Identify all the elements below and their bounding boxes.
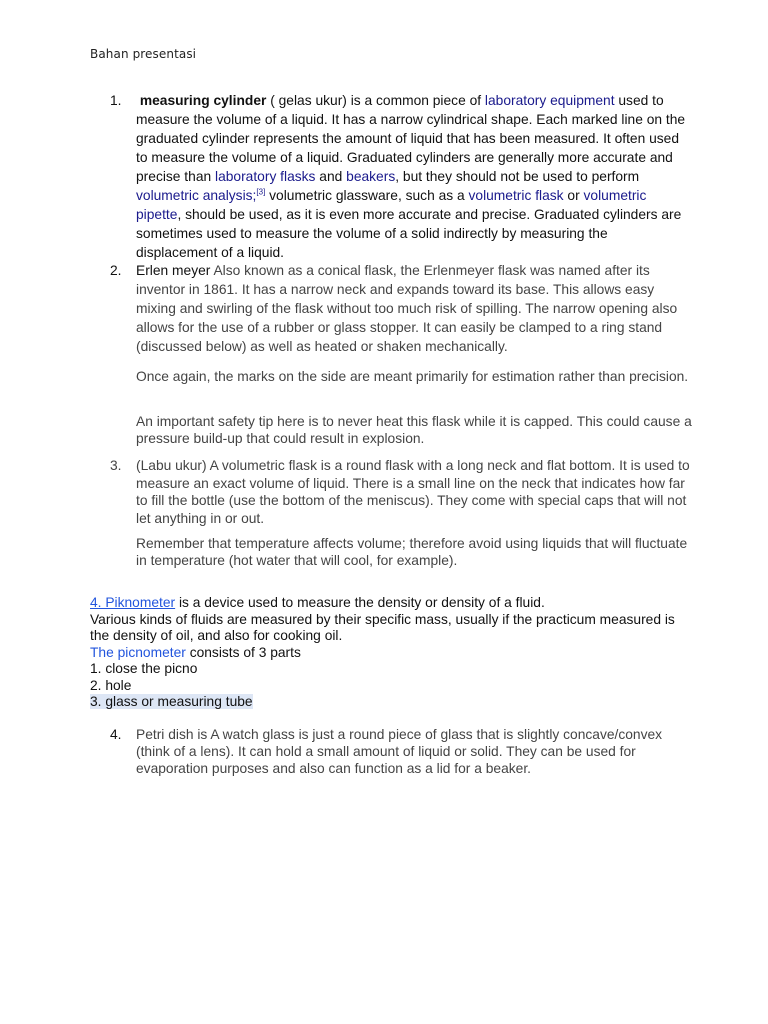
list-item-measuring-cylinder bbox=[110, 91, 690, 262]
item-body bbox=[136, 261, 690, 356]
item-text: is a device used to measure the density or density of a fluid. bbox=[175, 595, 545, 610]
item-text: , should be used, as it is even more accurate and precise. Graduated cylinders are sometimes used to measure the volume of a solid indirectly by measuring the displacement of a liquid. bbox=[136, 207, 682, 260]
link-volumetric-pipette[interactable]: volumetric pipette bbox=[136, 188, 647, 222]
item-body bbox=[136, 91, 690, 262]
list-item: 1. close the picno bbox=[90, 661, 198, 676]
highlighted-text: 3. glass or measuring tube bbox=[90, 694, 253, 709]
item-text: ; bbox=[252, 188, 257, 203]
item-text: consists of 3 parts bbox=[185, 644, 301, 660]
pikno-line-3 bbox=[90, 645, 690, 662]
pikno-line-1 bbox=[90, 595, 690, 612]
item-text: and bbox=[315, 169, 347, 184]
piknometer-section bbox=[90, 595, 690, 711]
item-number: 2. bbox=[110, 263, 122, 278]
item-text: used to measure the volume of a liquid. It has a narrow cylindrical shape. Each marked line on the graduated cylinder represents the amount of liquid that has been measured. It often used to measure the volume of a liquid. Graduated cylinders are generally more accurate and precise than bbox=[136, 93, 686, 184]
item-number: 4. bbox=[110, 727, 122, 742]
item-title: Erlen meyer bbox=[136, 263, 211, 278]
link-volumetric-analysis[interactable]: volumetric analysis bbox=[136, 188, 253, 203]
link-volumetric-flask[interactable]: volumetric flask bbox=[468, 188, 564, 203]
item-number: 3. bbox=[110, 458, 122, 473]
link-picnometer[interactable]: The picnometer bbox=[90, 644, 186, 660]
citation-link[interactable]: [3] bbox=[256, 187, 266, 197]
item-text: ( gelas ukur) is a common piece of bbox=[266, 93, 485, 108]
list-item-volumetric-flask bbox=[110, 457, 690, 527]
item-text: or bbox=[563, 188, 584, 203]
paragraph: Once again, the marks on the side are meant primarily for estimation rather than precision. bbox=[136, 369, 689, 384]
item-text: Petri dish is A watch glass is just a round piece of glass that is slightly concave/convex (think of a lens). It can hold a small amount of liquid or solid. They can be used for evaporation purposes and also can function as a lid for a beaker. bbox=[136, 727, 663, 776]
list-item-erlenmeyer bbox=[110, 261, 690, 356]
list-item: 2. hole bbox=[90, 677, 132, 693]
paragraph: Remember that temperature affects volume; therefore avoid using liquids that will fluctuate in temperature (hot water that will cool, for example). bbox=[136, 536, 688, 568]
link-laboratory-flasks[interactable]: laboratory flasks bbox=[215, 169, 316, 184]
link-beakers[interactable]: beakers bbox=[346, 169, 396, 184]
page-header: Bahan presentasi bbox=[90, 47, 197, 61]
link-piknometer[interactable]: 4. Piknometer bbox=[90, 595, 176, 610]
link-laboratory-equipment[interactable]: laboratory equipment bbox=[484, 93, 615, 108]
item-text: , but they should not be used to perform bbox=[395, 169, 640, 184]
item-number: 1. bbox=[110, 93, 122, 108]
item-text: (Labu ukur) A volumetric flask is a round flask with a long neck and flat bottom. It is used to measure an exact volume of liquid. There is a small line on the neck that indicates how far to fill the bottle (use the bottom of the meniscus). They come with special caps that will not let anything in or out. bbox=[136, 458, 690, 526]
paragraph: An important safety tip here is to never heat this flask while it is capped. This could cause a pressure build-up that could result in explosion. bbox=[136, 414, 692, 446]
item-title: measuring cylinder bbox=[139, 93, 267, 108]
item-text: Also known as a conical flask, the Erlenmeyer flask was named after its inventor in 1861. It has a narrow neck and expands toward its base. This allows easy mixing and swirling of the flask without too much risk of spilling. The narrow opening also allows for the use of a rubber or glass stopper. It can easily be clamped to a ring stand (discussed below) as well as heated or shaken mechanically. bbox=[136, 263, 678, 354]
pikno-line-2: Various kinds of fluids are measured by their specific mass, usually if the practicum measured is the density of oil, and also for cooking oil. bbox=[90, 611, 675, 643]
list-item bbox=[90, 694, 690, 711]
item-text: volumetric glassware, such as a bbox=[265, 188, 469, 203]
list-item-petri-dish bbox=[110, 726, 690, 777]
